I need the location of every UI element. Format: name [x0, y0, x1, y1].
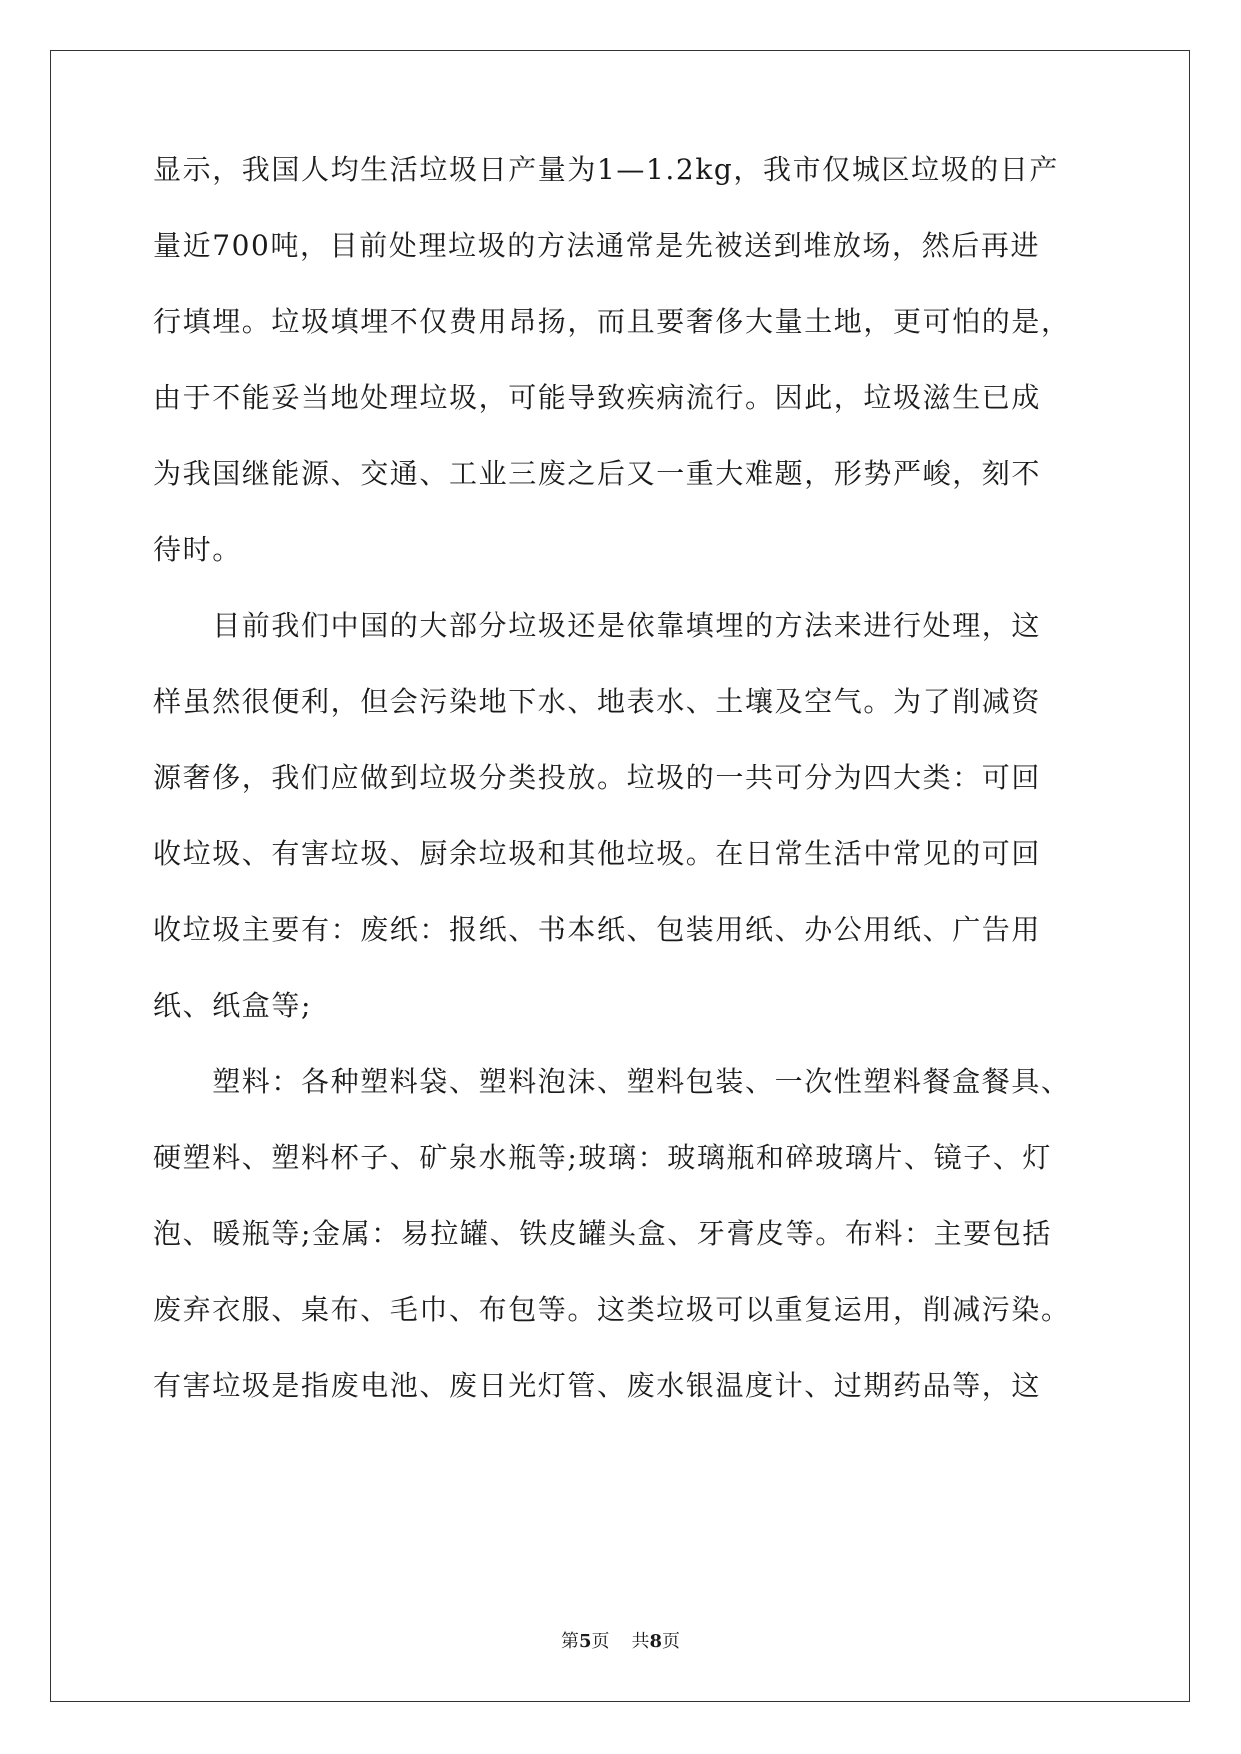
- text-line: 为我国继能源、交通、工业三废之后又一重大难题，形势严峻，刻不: [153, 457, 1042, 490]
- page-prefix: 第: [560, 1631, 579, 1652]
- text-line: 目前我们中国的大部分垃圾还是依靠填埋的方法来进行处理，这: [153, 609, 1042, 642]
- text-line: 泡、暖瓶等;金属：易拉罐、铁皮罐头盒、牙膏皮等。布料：主要包括: [153, 1217, 1053, 1250]
- text-line: 塑料：各种塑料袋、塑料泡沫、塑料包装、一次性塑料餐盒餐具、: [153, 1065, 1071, 1098]
- text-line: 样虽然很便利，但会污染地下水、地表水、土壤及空气。为了削减资: [153, 685, 1042, 718]
- text-line: 收垃圾、有害垃圾、厨余垃圾和其他垃圾。在日常生活中常见的可回: [153, 837, 1042, 870]
- total-pages: 8: [649, 1631, 663, 1652]
- text-line: 源奢侈，我们应做到垃圾分类投放。垃圾的一共可分为四大类：可回: [153, 761, 1042, 794]
- text-line: 收垃圾主要有：废纸：报纸、书本纸、包装用纸、办公用纸、广告用: [153, 913, 1042, 946]
- text-line: 有害垃圾是指废电池、废日光灯管、废水银温度计、过期药品等，这: [153, 1369, 1042, 1402]
- text-line: 废弃衣服、桌布、毛巾、布包等。这类垃圾可以重复运用，削减污染。: [153, 1293, 1071, 1326]
- text-line: 量近700吨，目前处理垃圾的方法通常是先被送到堆放场，然后再进: [153, 229, 1041, 262]
- page-unit: 页: [591, 1631, 610, 1652]
- text-line: 待时。: [153, 533, 242, 566]
- total-prefix: 共: [631, 1631, 650, 1652]
- page-current: 5: [578, 1631, 592, 1652]
- total-unit: 页: [662, 1631, 681, 1652]
- text-line: 由于不能妥当地处理垃圾，可能导致疾病流行。因此，垃圾滋生已成: [153, 381, 1042, 414]
- text-line: 行填埋。垃圾填埋不仅费用昂扬，而且要奢侈大量土地，更可怕的是，: [153, 305, 1071, 338]
- text-line: 纸、纸盒等;: [153, 989, 313, 1022]
- text-line: 硬塑料、塑料杯子、矿泉水瓶等;玻璃：玻璃瓶和碎玻璃片、镜子、灯: [153, 1141, 1053, 1174]
- text-line: 显示，我国人均生活垃圾日产量为1—1.2kg，我市仅城区垃圾的日产: [153, 153, 1060, 186]
- page-footer: [0, 1630, 1241, 1654]
- page-border: [50, 50, 1190, 1702]
